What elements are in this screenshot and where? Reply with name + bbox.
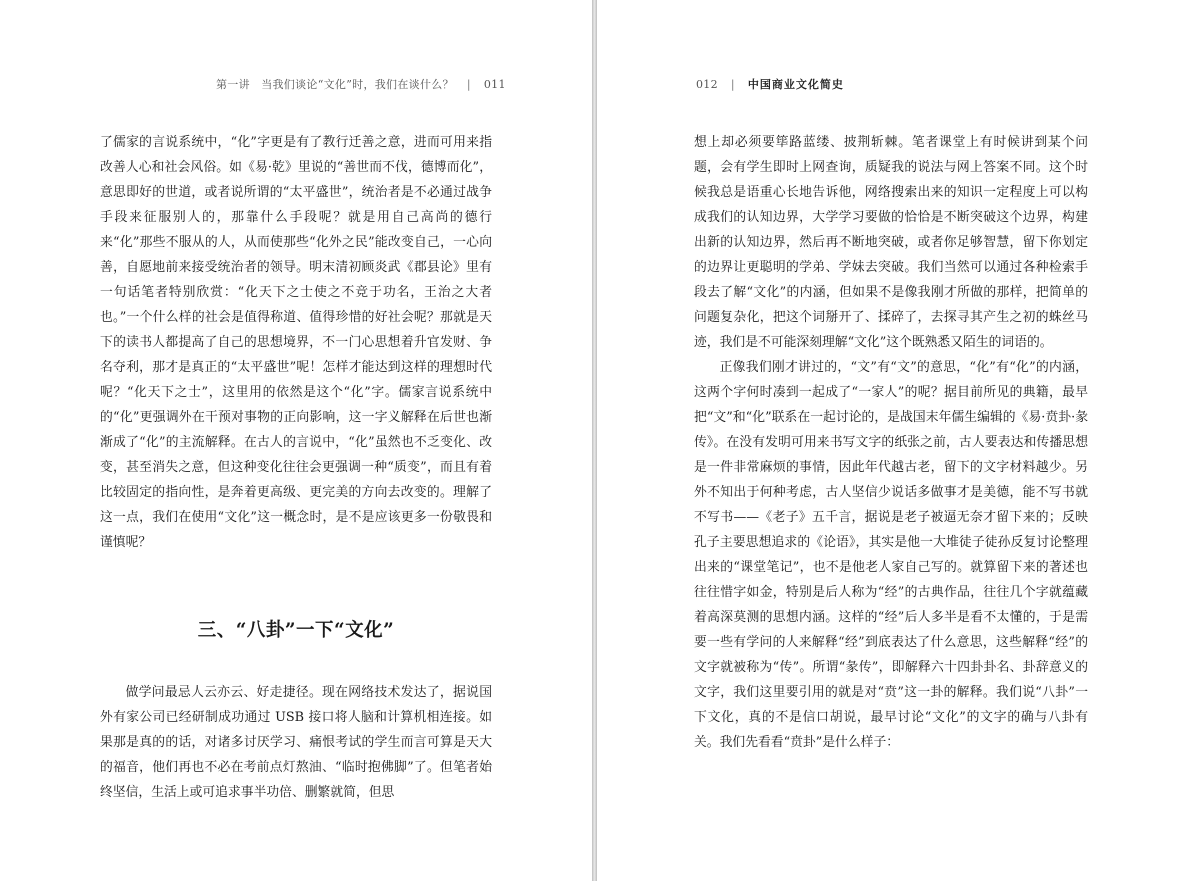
- section-heading: 三、“八卦”一下“文化”: [197, 620, 395, 641]
- paragraph: 正像我们刚才讲过的，“文”有“文”的意思，“化”有“化”的内涵，这两个字何时凑到一起成了“一家人”的呢？据目前所见的典籍，最早把“文”和“化”联系在一起讨论的，是战国末年儒生编辑的《易·贲卦·彖传》。在没有发明可用来书写文字的纸张之前，古人要表达和传播思想是一件非常麻烦的事情，因此年代越古老，留下的文字材料越少。另外不知出于何种考虑，古人坚信少说话多做事才是美德，能不写书就不写书——《老子》五千言，据说是老子被逼无奈才留下来的；反映孔子主要思想追求的《论语》，其实是他一大堆徒子徒孙反复讨论整理出来的“课堂笔记”，也不是他老人家自己写的。就算留下来的著述也往往惜字如金，特别是后人称为“经”的古典作品，往往几个字就蕴藏着高深莫测的思想内涵。这样的“经”后人多半是看不太懂的，于是需要一些有学问的人来解释“经”到底表达了什么意思，这些解释“经”的文字就被称为“传”。所谓“彖传”，即解释六十四卦卦名、卦辞意义的文字，我们这里要引用的就是对“贲”这一卦的解释。我们说“八卦”一下文化，真的不是信口胡说，最早讨论“文化”的文字的确与八卦有关。我们先看看“贲卦”是什么样子：: [694, 360, 1088, 750]
- right-page: [597, 0, 1188, 881]
- left-page: [0, 0, 592, 881]
- paragraph: 做学问最忌人云亦云、好走捷径。现在网络技术发达了，据说国外有家公司已经研制成功通过 USB 接口将人脑和计算机相连接。如果那是真的的话，对诸多讨厌学习、痛恨考试的学生而言可算是天大的福音，他们再也不必在考前点灯熬油、“临时抱佛脚”了。但笔者始终坚信，生活上或可追求事半功倍、删繁就简，但思: [100, 685, 492, 800]
- header-divider: |: [730, 78, 735, 91]
- left-body-top: [100, 130, 492, 555]
- right-body: [694, 130, 1088, 755]
- right-running-header: [696, 76, 844, 92]
- book-title: 中国商业文化简史: [747, 78, 844, 91]
- left-body-bottom: [100, 680, 492, 805]
- paragraph: 了儒家的言说系统中，“化”字更是有了教行迁善之意，进而可用来指改善人心和社会风俗。如《易·乾》里说的“善世而不伐，德博而化”，意思即好的世道，或者说所谓的“太平盛世”，统治者是不必通过战争手段来征服别人的，那靠什么手段呢？就是用自己高尚的德行来“化”那些不服从的人，从而使那些“化外之民”能改变自己，一心向善，自愿地前来接受统治者的领导。明末清初顾炎武《郡县论》里有一句话笔者特别欣赏：“化天下之士使之不竞于功名，王治之大者也。”一个什么样的社会是值得称道、值得珍惜的好社会呢？那就是天下的读书人都提高了自己的思想境界，不一门心思想着升官发财、争名夺利，那才是真正的“太平盛世”呢！怎样才能达到这样的理想时代呢？“化天下之士”，这里用的依然是这个“化”字。儒家言说系统中的“化”更强调外在干预对事物的正向影响，这一字义解释在后世也渐渐成了“化”的主流解释。在古人的言说中，“化”虽然也不乏变化、改变，甚至消失之意，但这种变化往往会更强调一种“质变”，而且有着比较固定的指向性，是奔着更高级、更完美的方向去改变的。理解了这一点，我们在使用“文化”这一概念时，是不是应该更多一份敬畏和谨慎呢？: [100, 135, 492, 550]
- left-running-header: [216, 76, 506, 92]
- right-page-number: 012: [696, 78, 718, 91]
- paragraph: 想上却必须要筚路蓝缕、披荆斩棘。笔者课堂上有时候讲到某个问题，会有学生即时上网查询，质疑我的说法与网上答案不同。这个时候我总是语重心长地告诉他，网络搜索出来的知识一定程度上可以构成我们的认知边界，大学学习要做的恰恰是不断突破这个边界，构建出新的认知边界，然后再不断地突破，或者你足够智慧，留下你划定的边界让更聪明的学弟、学妹去突破。我们当然可以通过各种检索手段去了解“文化”的内涵，但如果不是像我刚才所做的那样，把简单的问题复杂化，把这个词掰开了、揉碎了，去探寻其产生之初的蛛丝马迹，我们是不可能深刻理解“文化”这个既熟悉又陌生的词语的。: [694, 135, 1088, 350]
- chapter-title: 第一讲 当我们谈论“文化”时，我们在谈什么？: [216, 78, 454, 91]
- header-divider: |: [466, 78, 471, 91]
- left-page-number: 011: [483, 78, 506, 91]
